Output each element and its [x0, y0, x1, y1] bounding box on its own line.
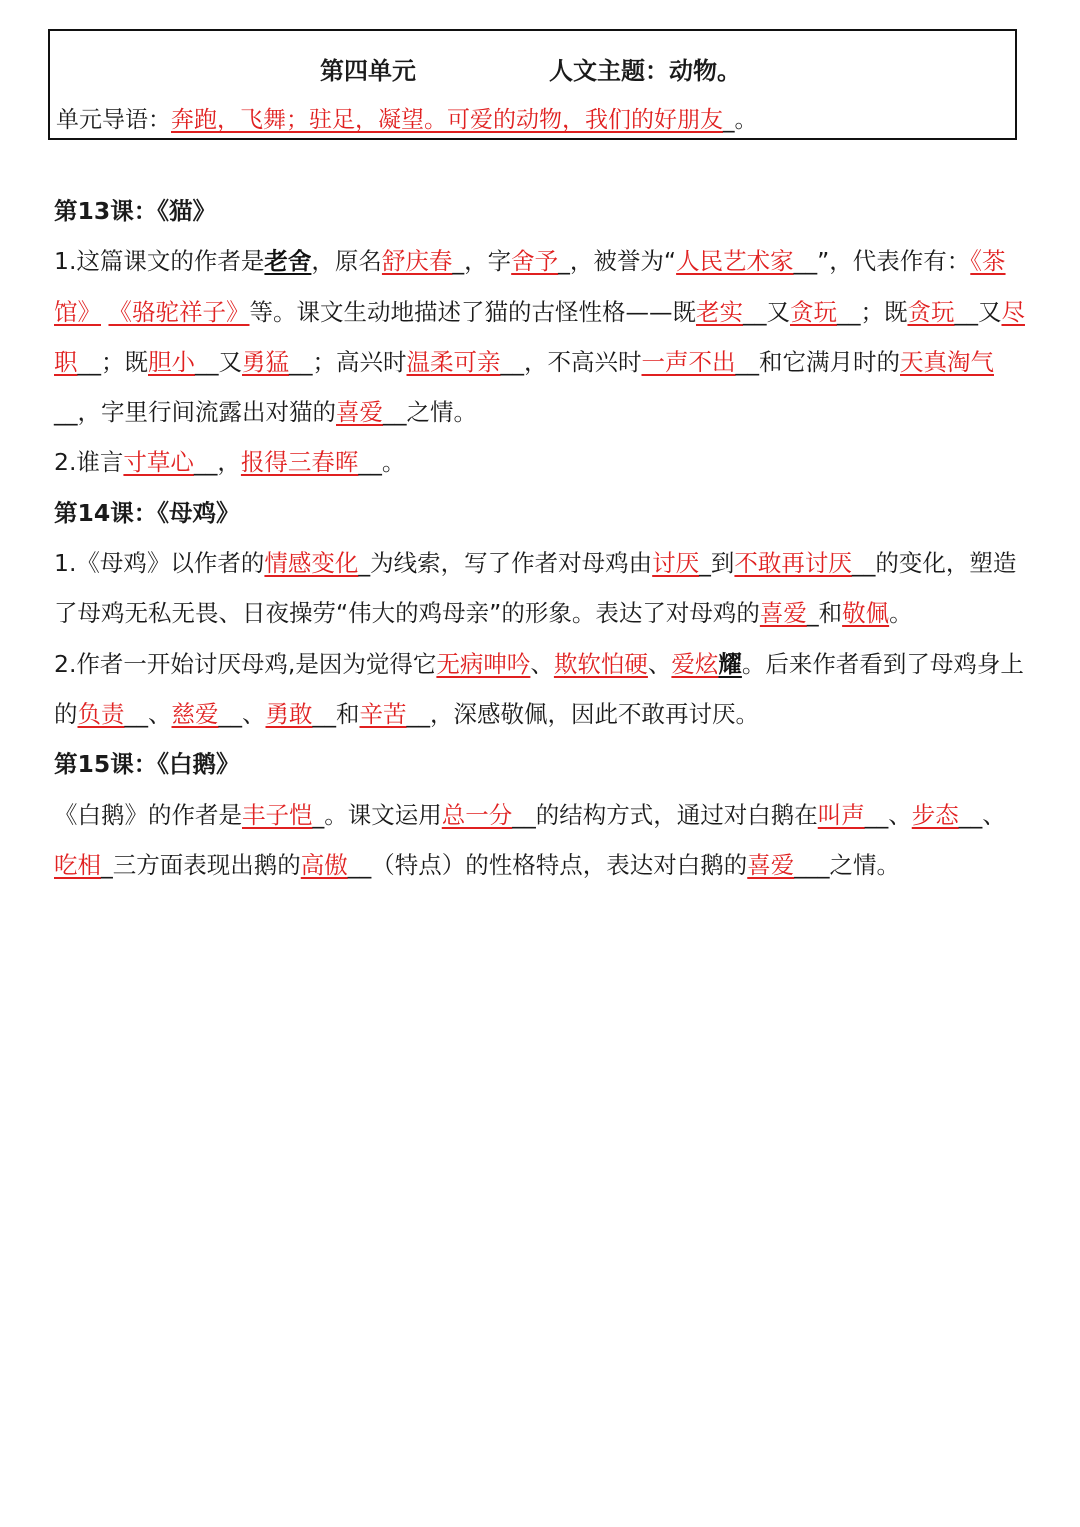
text: __的结构方式，通过对白鹅在	[512, 800, 818, 829]
answer: 叫声	[817, 800, 865, 829]
text: __（特点）的性格特点，表达对白鹅的	[347, 850, 748, 879]
text: 《白鹅》的作者是	[54, 800, 242, 829]
answer: 吃相	[54, 850, 101, 879]
text: __的变化，塑造了母鸡无私无畏、日夜操劳“伟大的鸡母亲”的形象。表达了对母鸡的	[54, 549, 1017, 628]
answer: 人民艺术家	[676, 247, 794, 276]
answer: 一声不出	[641, 347, 736, 376]
answer: 敬佩	[842, 599, 890, 628]
answer: 步态	[911, 800, 959, 829]
text: ___之情。	[794, 850, 900, 879]
answer: 寸草心	[123, 448, 194, 477]
text: __；高兴时	[289, 347, 407, 376]
answer: 《骆驼祥子》	[108, 297, 250, 326]
answer: 欺软怕硬	[553, 649, 648, 678]
text: __，深感敬佩，因此不敢再讨厌。	[406, 699, 759, 728]
lesson-14-paragraph-1	[54, 538, 1029, 639]
intro-answer: 奔跑，飞舞；驻足，凝望。可爱的动物，我们的好朋友	[171, 107, 723, 133]
unit-header-box	[48, 29, 1017, 140]
intro-end: _。	[723, 107, 758, 133]
unit-theme: 人文主题：动物。	[549, 57, 741, 85]
text: 。后来作者看到了母鸡身上的	[54, 649, 1024, 728]
answer: 舍予	[511, 247, 559, 276]
lesson-14-title: 第14课：《母鸡》	[54, 498, 240, 527]
answer: 负责	[77, 699, 125, 728]
text: 。	[889, 599, 913, 628]
text: __又	[954, 297, 1002, 326]
text: _，字	[452, 247, 512, 276]
text: __，	[193, 448, 241, 477]
answer: 爱炫	[671, 649, 719, 678]
text: __又	[195, 347, 242, 376]
text: ，原名	[311, 247, 382, 276]
text: _到	[699, 549, 735, 578]
text: __和它满月时的	[735, 347, 900, 376]
answer: 尽职	[54, 297, 1025, 376]
answer: 耀	[718, 649, 742, 678]
answer: 讨厌	[652, 549, 700, 578]
text: 等。课文生动地描述了猫的古怪性格——既	[249, 297, 696, 326]
lesson-13-title: 第13课：《猫》	[54, 197, 216, 225]
answer: 高傲	[300, 850, 348, 879]
text: 2.作者一开始讨厌母鸡,是因为觉得它	[54, 649, 437, 678]
answer: 老实	[695, 297, 743, 326]
text: __、	[218, 699, 266, 728]
lesson-13-paragraph-1	[54, 236, 1029, 437]
answer: 勇猛	[242, 347, 289, 376]
answer: 天真淘气	[900, 347, 994, 376]
text: _，被誉为“	[558, 247, 677, 276]
answer: 情感变化	[264, 549, 359, 578]
text: _。课文运用	[312, 800, 442, 829]
answer: 舒庆春	[381, 247, 453, 276]
answer: 勇敢	[265, 699, 313, 728]
lesson-15-paragraph-1	[54, 790, 1029, 891]
text: __”，代表作有：	[793, 247, 971, 276]
text: __、	[864, 800, 912, 829]
answer: 无病呻吟	[436, 649, 531, 678]
text: __；既	[836, 297, 908, 326]
answer: 贪玩	[907, 297, 955, 326]
unit-number: 第四单元	[320, 57, 416, 85]
answer: 丰子恺	[242, 800, 313, 829]
text: __和	[312, 699, 360, 728]
answer: 喜爱	[336, 398, 383, 427]
text: 1.这篇课文的作者是	[54, 247, 265, 276]
answer: 温柔可亲	[406, 347, 501, 376]
text: _和	[806, 599, 843, 628]
answer: 喜爱	[759, 599, 807, 628]
answer: 辛苦	[359, 699, 407, 728]
answer: 不敢再讨厌	[734, 549, 852, 578]
answer: 老舍	[264, 247, 312, 276]
text: 1.《母鸡》以作者的	[54, 549, 265, 578]
text: __，不高兴时	[500, 347, 642, 376]
answer: 慈爱	[171, 699, 219, 728]
text: 、	[647, 649, 672, 678]
text: __、	[958, 800, 1006, 829]
answer: 报得三春晖	[240, 448, 359, 477]
unit-intro	[56, 101, 758, 134]
text: __之情。	[383, 398, 477, 427]
text: __、	[124, 699, 172, 728]
answer: 贪玩	[789, 297, 837, 326]
text: __。	[358, 448, 406, 477]
answer: 总一分	[441, 800, 513, 829]
text: 2.谁言	[54, 448, 124, 477]
text: 、	[530, 649, 554, 678]
text: _三方面表现出鹅的	[101, 850, 301, 879]
intro-label: 单元导语：	[56, 107, 171, 133]
text: __；既	[77, 347, 148, 376]
text: __，字里行间流露出对猫的	[54, 398, 336, 427]
unit-title-row	[50, 51, 1015, 85]
lesson-14-paragraph-2	[54, 639, 1029, 740]
text: __又	[742, 297, 790, 326]
lesson-15-title: 第15课：《白鹅》	[54, 750, 240, 779]
answer: 喜爱	[747, 850, 795, 879]
lesson-13-paragraph-2	[54, 437, 1029, 487]
notes-content	[54, 186, 1029, 890]
text: _为线索，写了作者对母鸡由	[358, 549, 653, 578]
answer: 《茶馆》	[54, 247, 1006, 326]
answer: 胆小	[148, 347, 195, 376]
